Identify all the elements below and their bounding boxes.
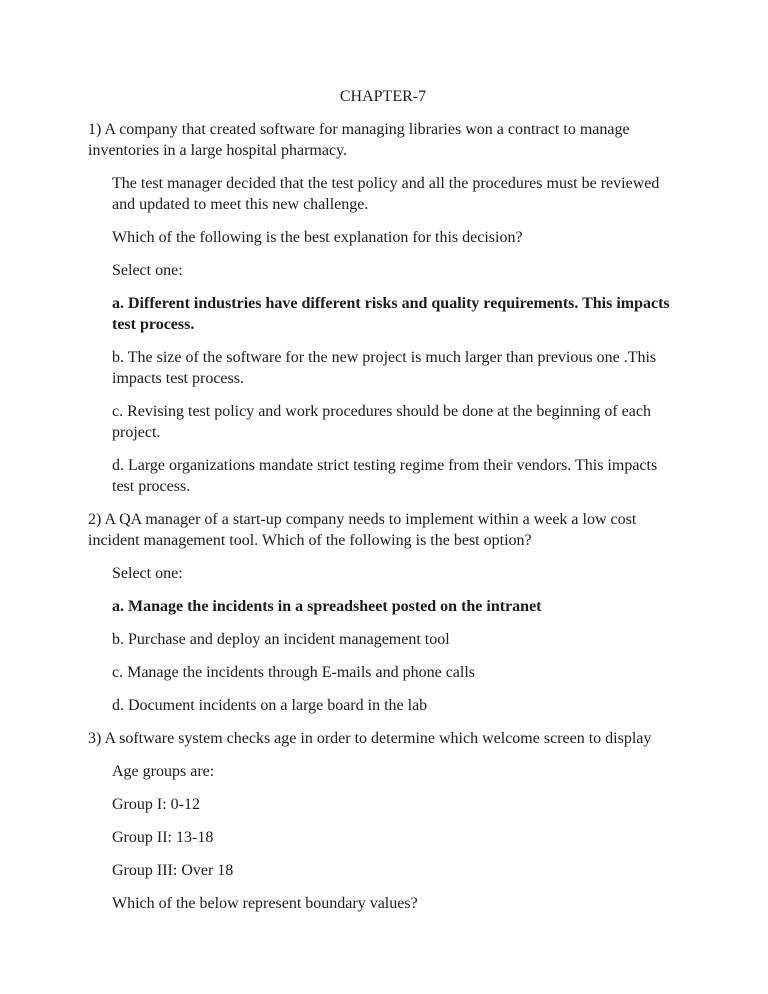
question-1-text: 1) A company that created software for managing libraries won a contract to manage inventories in a large hospital pharmacy. [88,121,630,159]
question-3 [88,728,678,914]
question-3-prompt: Which of the below represent boundary values? [112,895,418,912]
question-1-option-b: b. The size of the software for the new project is much larger than previous one .This impacts test process. [112,349,657,387]
question-3-age-groups-label: Age groups are: [112,763,215,780]
question-1 [88,119,678,497]
question-2 [88,509,678,716]
question-1-select-label: Select one: [112,262,183,279]
question-2-option-c: c. Manage the incidents through E-mails and phone calls [112,664,476,681]
question-2-text: 2) A QA manager of a start-up company needs to implement within a week a low cost incident management tool. Which of the following is the best option? [88,511,637,549]
question-3-group-2: Group II: 13-18 [112,829,214,846]
question-2-option-d: d. Document incidents on a large board in the lab [112,697,428,714]
chapter-title: CHAPTER-7 [339,88,427,105]
question-2-select-label: Select one: [112,565,183,582]
question-1-scenario: The test manager decided that the test policy and all the procedures must be reviewed and updated to meet this new challenge. [112,175,660,213]
question-1-prompt: Which of the following is the best explanation for this decision? [112,229,523,246]
question-1-option-d: d. Large organizations mandate strict testing regime from their vendors. This impacts test process. [112,457,658,495]
question-2-option-b: b. Purchase and deploy an incident management tool [112,631,450,648]
question-3-group-3: Group III: Over 18 [112,862,234,879]
question-1-option-c: c. Revising test policy and work procedures should be done at the beginning of each project. [112,403,651,441]
question-1-option-a: a. Different industries have different risks and quality requirements. This impacts test process. [112,295,670,333]
question-3-text: 3) A software system checks age in order to determine which welcome screen to display [88,730,652,747]
question-2-option-a: a. Manage the incidents in a spreadsheet posted on the intranet [112,598,542,615]
question-3-group-1: Group I: 0-12 [112,796,200,813]
